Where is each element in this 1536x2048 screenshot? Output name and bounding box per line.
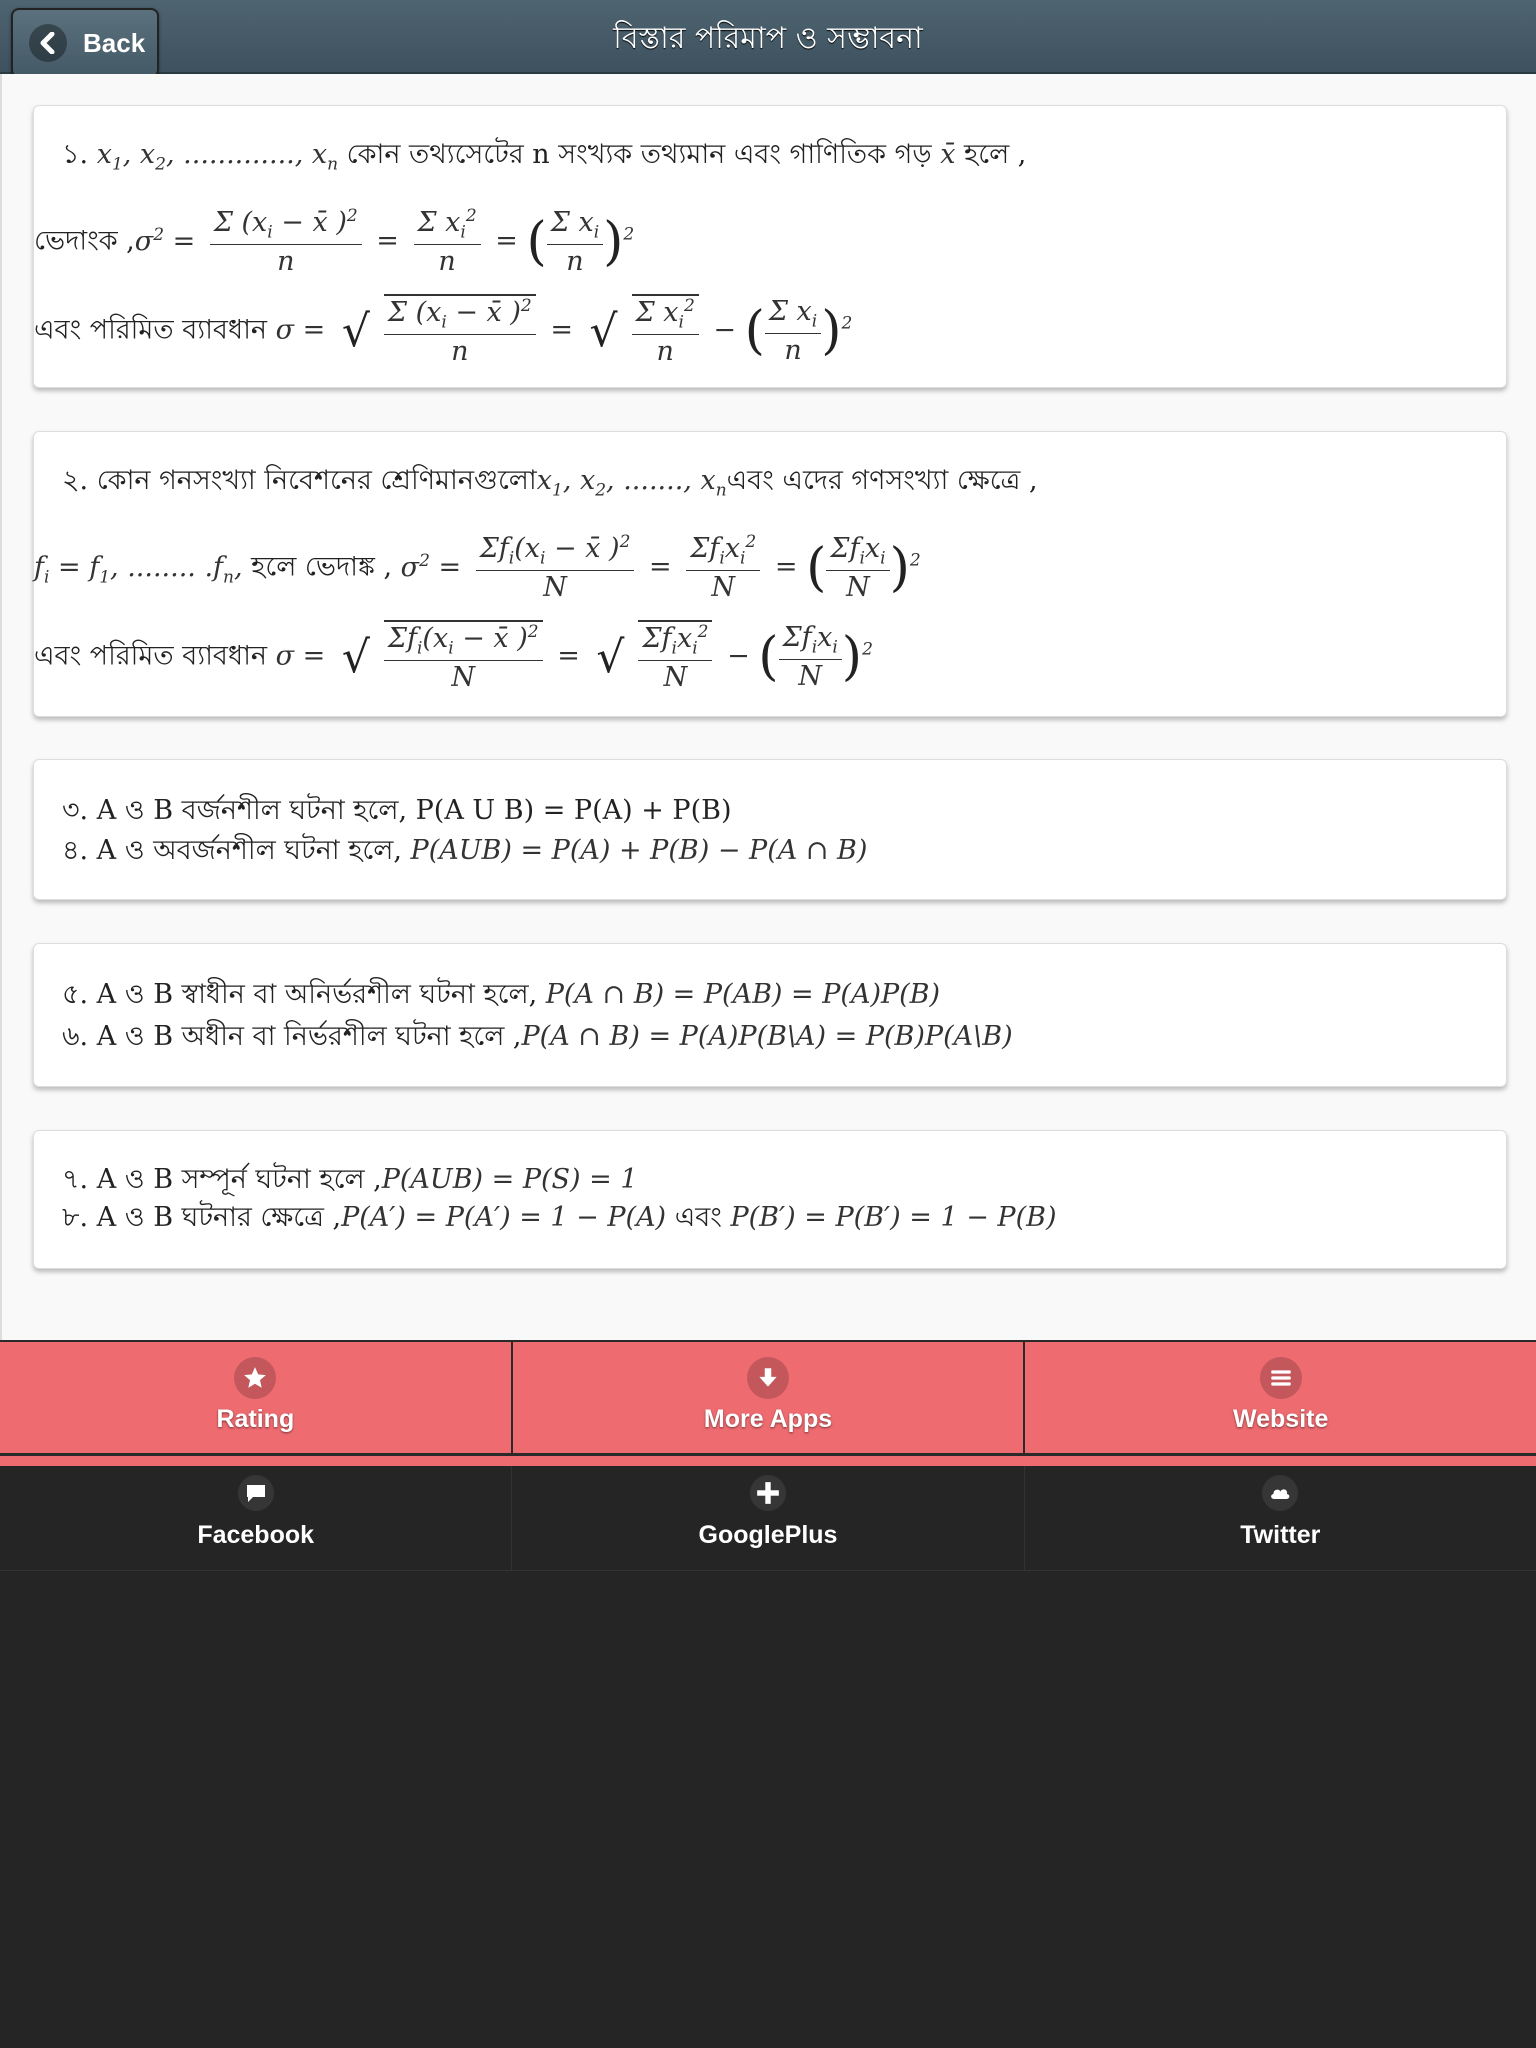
card4-line2: ৬. A ও B অধীন বা নির্ভরশীল ঘটনা হলে ,P(A ∩ B) = P(A)P(B\A) = P(B)P(A\B) — [62, 1021, 1013, 1052]
formula-card-complement-events — [33, 1130, 1507, 1269]
comment-icon — [238, 1475, 274, 1511]
googleplus-button[interactable] — [512, 1466, 1024, 1571]
card5-line1: ৭. A ও B সম্পূর্ন ঘটনা হলে ,P(AUB) = P(S) = 1 — [62, 1164, 638, 1195]
website-button[interactable] — [1025, 1340, 1536, 1456]
formula-card-exclusive-events — [33, 759, 1507, 900]
card5-line2: ৮. A ও B ঘটনার ক্ষেত্রে ,P(A′) = P(A′) = 1 − P(A) এবং P(B′) = P(B′) = 1 − P(B) — [62, 1202, 1057, 1233]
card3-line1: ৩. A ও B বর্জনশীল ঘটনা হলে, P(A U B) = P(A) + P(B) — [62, 795, 732, 826]
twitter-label: Twitter — [1240, 1521, 1321, 1549]
card4-line1: ৫. A ও B স্বাধীন বা অনির্ভরশীল ঘটনা হলে, P(A ∩ B) = P(AB) = P(A)P(B) — [62, 979, 941, 1010]
website-label: Website — [1232, 1405, 1329, 1433]
header-bar — [0, 0, 1536, 74]
card1-sd-formula: এবং পরিমিত ব্যাবধান σ = √ $\frac{\Sigma (x_i - x̄ )^2}{n}$ = √ $\frac{\Sigma x_i^2}{n}$ − ( $\frac{\Sigma x_i}{n}$ )$^2$ — [34, 296, 853, 367]
card3-line2: ৪. A ও অবর্জনশীল ঘটনা হলে, P(AUB) = P(A) + P(B) − P(A ∩ B) — [62, 835, 868, 866]
action-bar-primary — [0, 1340, 1536, 1456]
content-area — [0, 74, 1536, 1340]
more-apps-label: More Apps — [703, 1405, 833, 1433]
googleplus-label: GooglePlus — [698, 1521, 838, 1549]
card2-variance-formula: $f_i = f_1$, ........ $.f_n$, হলে ভেদাঙ্ক , $\sigma^2$ = $\frac{\Sigma f_i(x_i - x̄ )^2}{N}$ = $\frac{\Sigma f_ix_i^2}{N}$ = ( $\frac{\Sigma f_ix_i}{N}$ )$^2$ — [34, 532, 921, 603]
back-label: Back — [83, 27, 146, 58]
action-bar-social — [0, 1456, 1536, 1571]
card2-sd-formula: এবং পরিমিত ব্যাবধান σ = √ $\frac{\Sigma f_i(x_i - x̄ )^2}{N}$ = √ $\frac{\Sigma f_ix_i^2}{N}$ − ( $\frac{\Sigma f_ix_i}{N}$ )$^2$ — [34, 622, 873, 693]
rating-label: Rating — [216, 1405, 295, 1433]
cloud-icon — [1262, 1475, 1298, 1511]
formula-card-variance — [33, 105, 1507, 388]
facebook-label: Facebook — [197, 1521, 315, 1549]
star-icon — [234, 1357, 276, 1399]
page-title: বিস্তার পরিমাপ ও সম্ভাবনা — [613, 21, 923, 56]
facebook-button[interactable] — [0, 1466, 512, 1571]
menu-icon — [1260, 1357, 1302, 1399]
formula-card-frequency-variance — [33, 431, 1507, 717]
download-arrow-icon — [747, 1357, 789, 1399]
plus-icon — [750, 1475, 786, 1511]
card1-line1: ১. $x_1$, $x_2$, ............., $x_n$ কোন তথ্যসেটের n সংখ্যক তথ্যমান এবং গাণিতিক গড় x̄ হলে , — [62, 139, 1027, 175]
more-apps-button[interactable] — [513, 1340, 1026, 1456]
rating-button[interactable] — [0, 1340, 513, 1456]
card2-line1: ২. কোন গনসংখ্যা নিবেশনের $শ্রেণিমানগুলোx_1$, $x_2$, ......., $x_nএবং$ এদের গণসংখ্যা ক্ষেত্রে , — [62, 465, 1038, 501]
twitter-button[interactable] — [1025, 1466, 1536, 1571]
card1-variance-formula: ভেদাংক $,\sigma^2$ = $\frac{\Sigma (x_i - x̄ )^2}{n}$ = $\frac{\Sigma x_i^2}{n}$ = ( $\frac{\Sigma x_i}{n}$ )$^2$ — [34, 206, 635, 277]
formula-card-independent-events — [33, 943, 1507, 1087]
